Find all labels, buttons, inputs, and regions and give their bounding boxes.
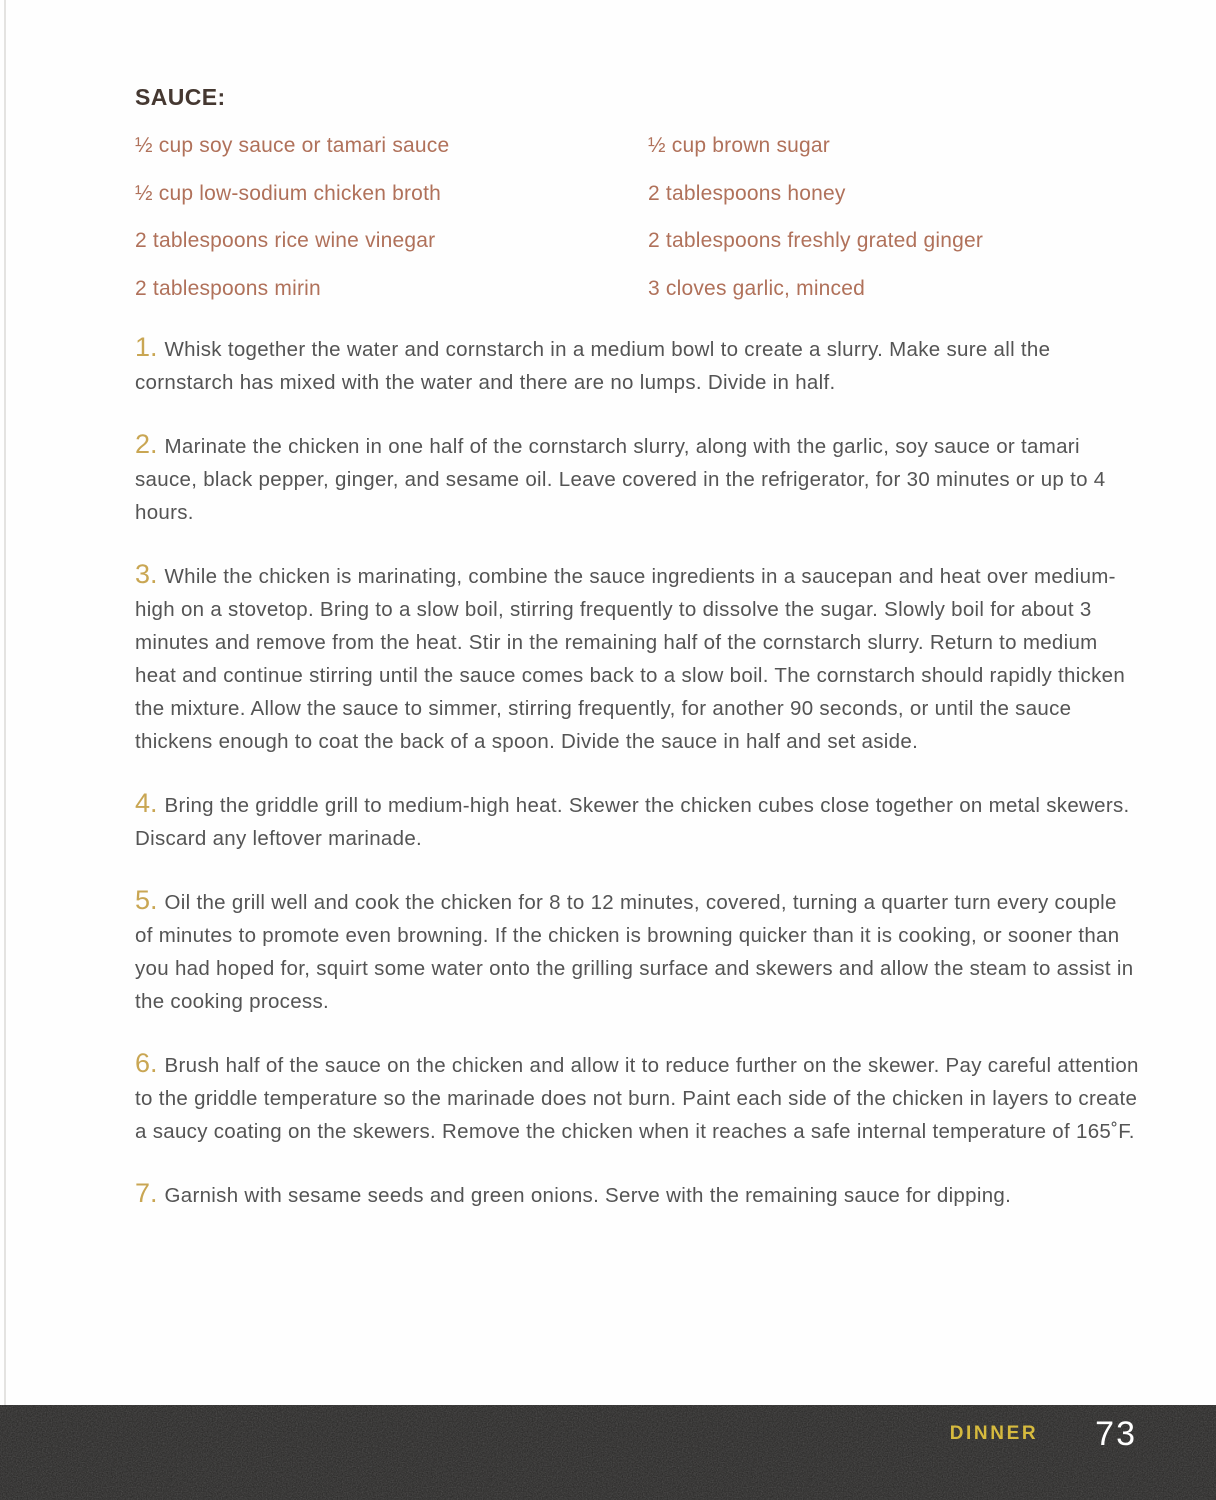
step-3: [135, 558, 1139, 758]
ingredient-item: ½ cup low-sodium chicken broth: [135, 181, 441, 205]
step-3-text: While the chicken is marinating, combine the sauce ingredients in a saucepan and heat over medium-high on a stovetop. Bring to a slow boil, stirring frequently to dissolve the sugar. Slowly boil for about 3 minutes and remove from the heat. Stir in the remaining half of the cornstarch slurry. Return to medium heat and continue stirring until the sauce comes back to a slow boil. The cornstarch should rapidly thicken the mixture. Allow the sauce to simmer, stirring frequently, for another 90 seconds, or until the sauce thickens enough to coat the back of a spoon. Divide the sauce in half and set aside.: [135, 565, 1126, 753]
step-2-text: Marinate the chicken in one half of the cornstarch slurry, along with the garlic, soy sauce or tamari sauce, black pepper, ginger, and sesame oil. Leave covered in the refrigerator, for 30 minutes or up to 4 hours.: [135, 435, 1106, 524]
step-6: [135, 1047, 1139, 1148]
step-1: [135, 331, 1139, 399]
step-6-number: 6.: [135, 1048, 158, 1078]
sauce-ingredient-list: [135, 133, 1137, 323]
ingredient-column-left: [135, 133, 648, 323]
step-7-text: Garnish with sesame seeds and green onions. Serve with the remaining sauce for dipping.: [164, 1184, 1012, 1207]
step-6-text: Brush half of the sauce on the chicken and allow it to reduce further on the skewer. Pay careful attention to the griddle temperature so the marinade does not burn. Paint each side of the chicken in layers to create a saucy coating on the skewers. Remove the chicken when it reaches a safe internal temperature of 165˚F.: [135, 1054, 1139, 1143]
step-5-text: Oil the grill well and cook the chicken for 8 to 12 minutes, covered, turning a quarter turn every couple of minutes to promote even browning. If the chicken is browning quicker than it is cooking, or sooner than you had hoped for, squirt some water onto the grilling surface and skewers and allow the steam to assist in the cooking process.: [135, 891, 1134, 1013]
ingredient-item: 2 tablespoons rice wine vinegar: [135, 229, 436, 253]
footer-page-number: 73: [1095, 1414, 1137, 1453]
recipe-content: [135, 84, 1137, 323]
footer-content: [950, 1405, 1137, 1463]
step-1-number: 1.: [135, 332, 158, 362]
step-5: [135, 884, 1139, 1018]
sauce-section-heading: SAUCE:: [135, 84, 226, 110]
step-7: [135, 1177, 1139, 1212]
ingredient-item: 2 tablespoons freshly grated ginger: [648, 229, 984, 253]
step-2-number: 2.: [135, 429, 158, 459]
ingredient-item: 2 tablespoons mirin: [135, 276, 321, 300]
page-edge-line: [4, 0, 6, 1405]
step-3-number: 3.: [135, 559, 158, 589]
footer-section-label: DINNER: [949, 1423, 1039, 1444]
step-4-number: 4.: [135, 788, 158, 818]
ingredient-item: 2 tablespoons honey: [648, 181, 846, 205]
step-1-text: Whisk together the water and cornstarch in a medium bowl to create a slurry. Make sure all the cornstarch has mixed with the water and there are no lumps. Divide in half.: [135, 338, 1051, 394]
ingredient-item: ½ cup soy sauce or tamari sauce: [135, 134, 450, 157]
step-4: [135, 787, 1139, 855]
ingredient-item: 3 cloves garlic, minced: [648, 276, 866, 300]
step-7-number: 7.: [135, 1178, 158, 1208]
step-5-number: 5.: [135, 885, 158, 915]
step-4-text: Bring the griddle grill to medium-high heat. Skewer the chicken cubes close together on metal skewers. Discard any leftover marinade.: [135, 794, 1130, 850]
instruction-steps: [135, 331, 1139, 1241]
page-footer: [0, 1405, 1216, 1500]
ingredient-item: ½ cup brown sugar: [648, 134, 831, 157]
step-2: [135, 428, 1139, 529]
ingredient-column-right: [648, 133, 1137, 323]
